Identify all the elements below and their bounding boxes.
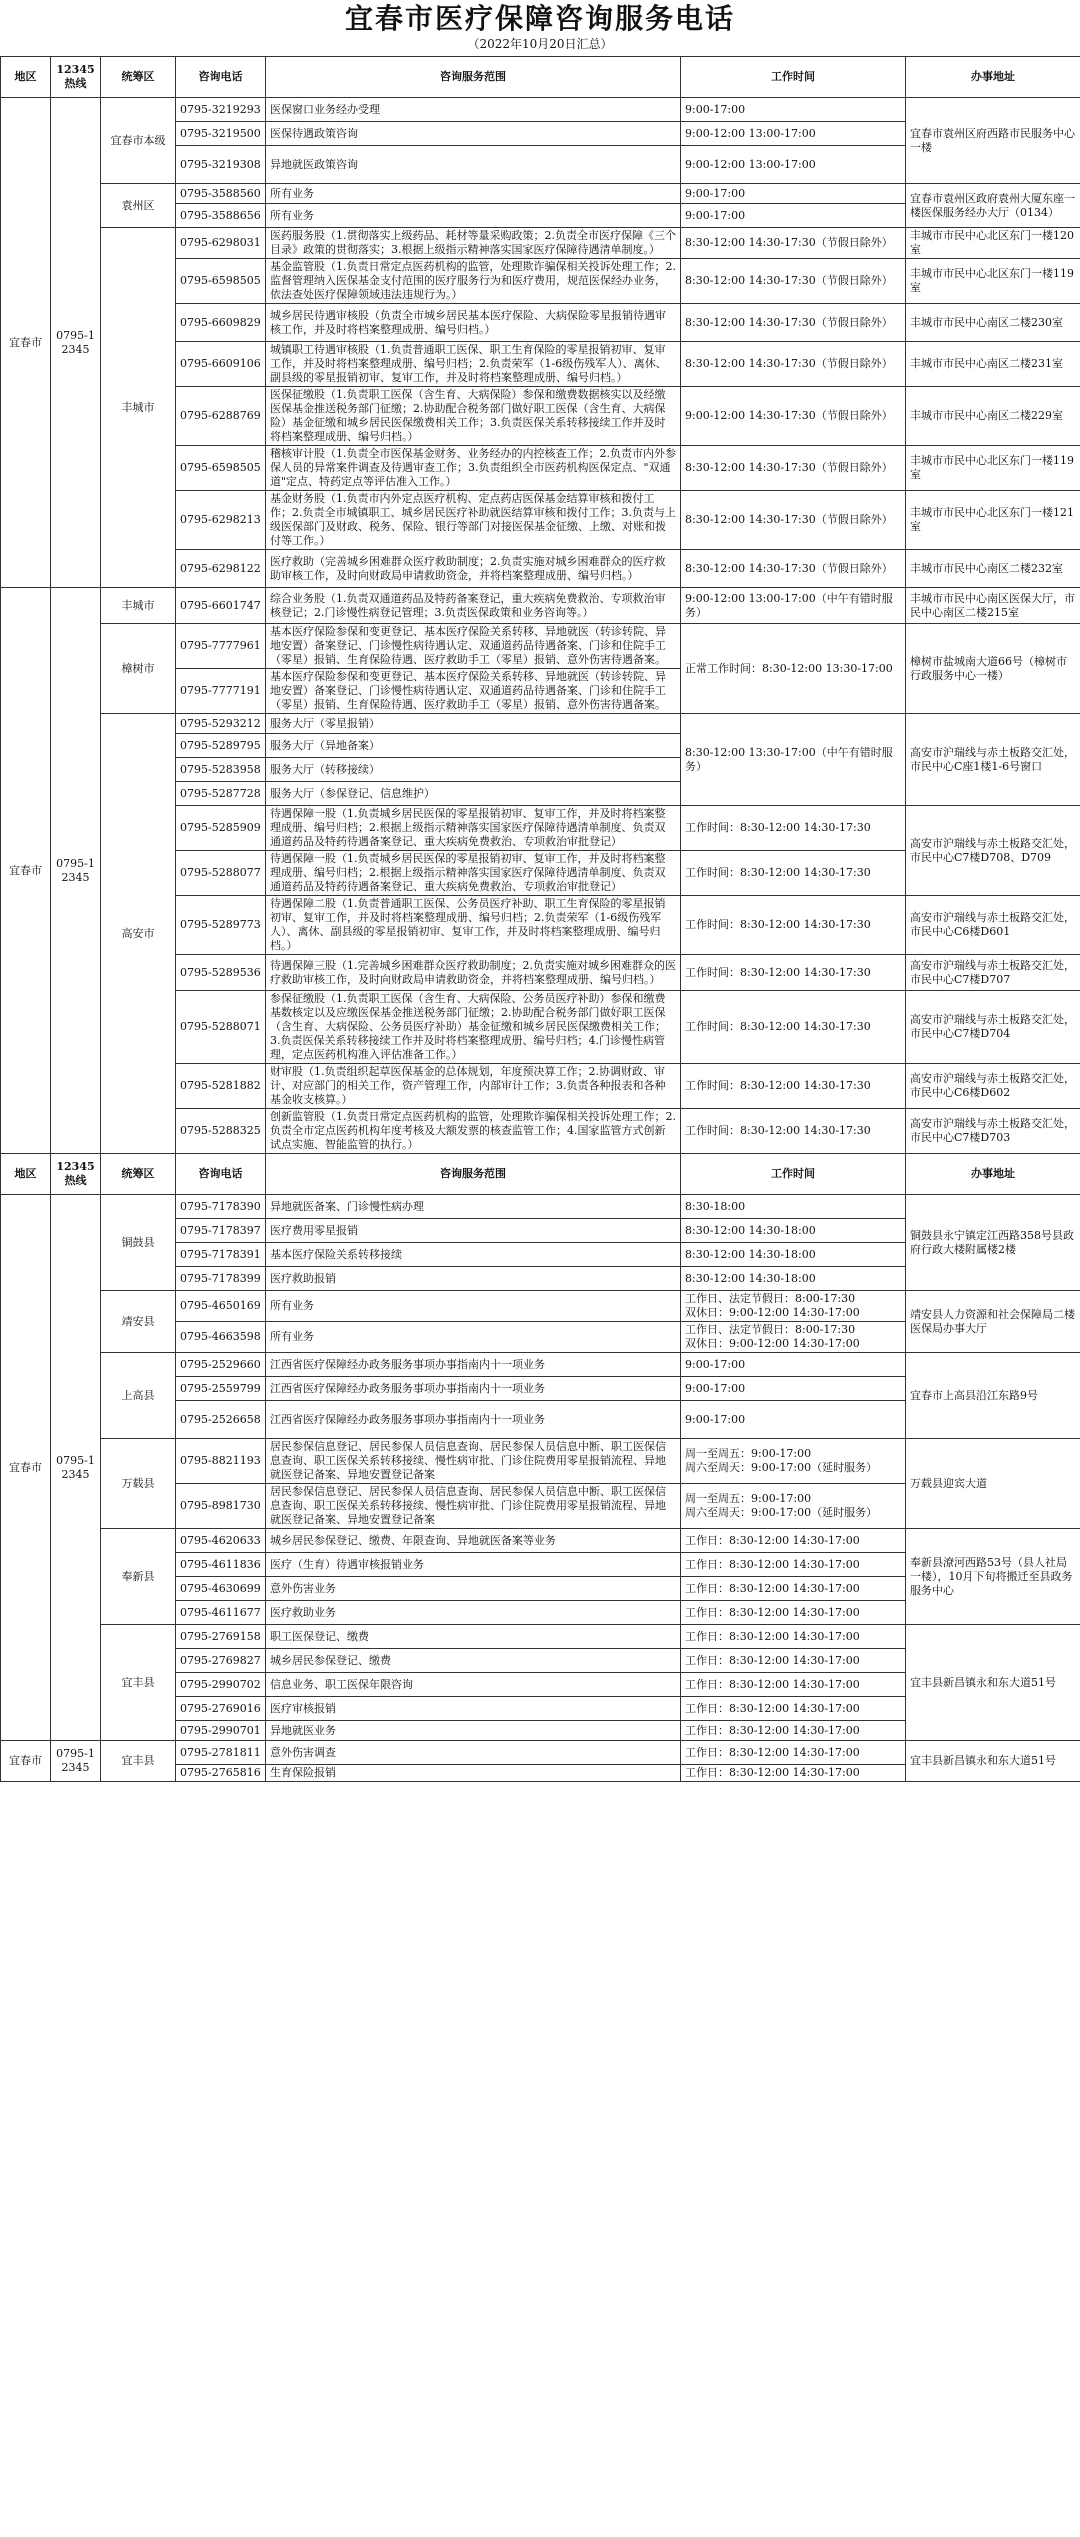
table-row [1,228,1080,259]
hours-cell: 工作日：8:30-12:00 14:30-17:00 [681,1721,906,1741]
scope-cell: 异地就医业务 [266,1721,681,1741]
hours-cell: 工作时间：8:30-12:00 14:30-17:30 [681,1109,906,1154]
phone-cell: 0795-5288077 [176,851,266,896]
hours-cell: 9:00-17:00 [681,1401,906,1439]
hours-cell: 工作日：8:30-12:00 14:30-17:00 [681,1529,906,1553]
district-cell: 樟树市 [101,624,176,714]
address-cell: 丰城市市民中心北区东门一楼119室 [906,259,1080,304]
phone-cell: 0795-7178390 [176,1195,266,1219]
phone-cell: 0795-2526658 [176,1401,266,1439]
scope-cell: 服务大厅（参保登记、信息维护） [266,782,681,806]
scope-cell: 稽核审计股（1.负责全市医保基金财务、业务经办的内控核查工作；2.负责市内外参保人员的异常案件调查及待遇审查工作；3.负责组织全市医药机构医保定点、"双通道"定点、特药定点等评估准入工作。） [266,446,681,491]
phone-cell: 0795-6609106 [176,342,266,387]
table-row [1,1291,1080,1322]
document-header [0,0,1080,56]
hours-cell: 8:30-18:00 [681,1195,906,1219]
phone-cell: 0795-6288769 [176,387,266,446]
scope-cell: 异地就医政策咨询 [266,146,681,184]
column-header: 地区 [1,1154,51,1195]
hours-cell: 工作日：8:30-12:00 14:30-17:00 [681,1625,906,1649]
address-cell: 丰城市市民中心北区东门一楼121室 [906,491,1080,550]
phone-cell: 0795-5293212 [176,714,266,734]
table-row [1,1195,1080,1219]
column-header: 统筹区 [101,1154,176,1195]
table-row [1,184,1080,204]
phone-cell: 0795-4650169 [176,1291,266,1322]
scope-cell: 信息业务、职工医保年限咨询 [266,1673,681,1697]
hotline-cell: 0795-12345 [51,588,101,1154]
scope-cell: 基金财务股（1.负责市内外定点医疗机构、定点药店医保基金结算审核和拨付工作；2.负责全市城镇职工、城乡居民医疗补助就医结算审核和拨付工作；3.负责与上级医保部门及财政、税务、保险、银行等部门对接医保基金征缴、上缴、对账和拨付等工作。） [266,491,681,550]
district-cell: 宜丰县 [101,1741,176,1782]
column-header: 12345热线 [51,57,101,98]
hours-cell: 9:00-12:00 14:30-17:30（节假日除外） [681,387,906,446]
address-cell: 高安市沪瑞线与赤土板路交汇处，市民中心C座1楼1-6号窗口 [906,714,1080,806]
table-row [1,1625,1080,1649]
phone-cell: 0795-5288325 [176,1109,266,1154]
scope-cell: 医保待遇政策咨询 [266,122,681,146]
column-header: 工作时间 [681,1154,906,1195]
scope-cell: 服务大厅（转移接续） [266,758,681,782]
scope-cell: 医疗救助（完善城乡困难群众医疗救助制度；2.负责实施对城乡困难群众的医疗救助审核工作，及时向财政局申请救助资金，并将档案整理成册、编号归档。） [266,550,681,588]
hours-cell: 工作日、法定节假日：8:00-17:30 双休日：9:00-12:00 14:30-17:00 [681,1322,906,1353]
hours-cell: 8:30-12:00 13:30-17:00（中午有错时服务） [681,714,906,806]
address-cell: 宜丰县新昌镇永和东大道51号 [906,1741,1080,1782]
hours-cell: 工作日：8:30-12:00 14:30-17:00 [681,1601,906,1625]
scope-cell: 异地就医备案、门诊慢性病办理 [266,1195,681,1219]
phone-cell: 0795-6598505 [176,446,266,491]
scope-cell: 基本医疗保险参保和变更登记、基本医疗保险关系转移、异地就医（转诊转院、异地安置）备案登记、门诊慢性病待遇认定、双通道药品待遇备案、门诊和住院手工（零星）报销、生育保险待遇、医疗救助手工（零星）报销、意外伤害待遇备案。 [266,624,681,669]
address-cell: 铜鼓县永宁镇定江西路358号县政府行政大楼附属楼2楼 [906,1195,1080,1291]
scope-cell: 待遇保障二股（1.负责普通职工医保、公务员医疗补助、职工生育保险的零星报销初审、复审工作，并及时将档案整理成册、编号归档；2.负责荣军（1-6级伤残军人）、离休、副县级的零星报销初审、复审工作，并及时将档案整理成册、编号归档。） [266,896,681,955]
phone-cell: 0795-3588656 [176,204,266,228]
hours-cell: 工作时间：8:30-12:00 14:30-17:30 [681,896,906,955]
column-header: 办事地址 [906,57,1080,98]
scope-cell: 待遇保障一股（1.负责城乡居民医保的零星报销初审、复审工作，并及时将档案整理成册、编号归档；2.根据上级指示精神落实国家医疗保障待遇清单制度、负责双通道药品及特药待遇备案登记、重大疾病免费救治、专项救治审批登记） [266,851,681,896]
scope-cell: 所有业务 [266,1322,681,1353]
hours-cell: 工作日、法定节假日：8:00-17:30 双休日：9:00-12:00 14:30-17:00 [681,1291,906,1322]
hours-cell: 8:30-12:00 14:30-17:30（节假日除外） [681,446,906,491]
address-cell: 丰城市市民中心北区东门一楼119室 [906,446,1080,491]
scope-cell: 待遇保障一股（1.负责城乡居民医保的零星报销初审、复审工作，并及时将档案整理成册、编号归档；2.根据上级指示精神落实国家医疗保障待遇清单制度、负责双通道药品及特药待遇备案登记、重大疾病免费救治、专项救治审批登记） [266,806,681,851]
hours-cell: 9:00-12:00 13:00-17:00（中午有错时服务） [681,588,906,624]
address-cell: 高安市沪瑞线与赤土板路交汇处，市民中心C7楼D708、D709 [906,806,1080,896]
scope-cell: 医疗（生育）待遇审核报销业务 [266,1553,681,1577]
address-cell: 奉新县潦河西路53号（县人社局一楼），10月下旬将搬迁至县政务服务中心 [906,1529,1080,1625]
scope-cell: 医疗费用零星报销 [266,1219,681,1243]
table-row [1,714,1080,734]
hours-cell: 工作日：8:30-12:00 14:30-17:00 [681,1765,906,1782]
phone-cell: 0795-6298031 [176,228,266,259]
scope-cell: 财审股（1.负责组织起草医保基金的总体规划，年度预决算工作；2.协调财政、审计、对应部门的相关工作，资产管理工作，内部审计工作；3.负责各种报表和各种基金收支核算。） [266,1064,681,1109]
address-cell: 万载县迎宾大道 [906,1439,1080,1529]
hours-cell: 8:30-12:00 14:30-18:00 [681,1219,906,1243]
hours-cell: 工作日：8:30-12:00 14:30-17:00 [681,1649,906,1673]
address-cell: 高安市沪瑞线与赤土板路交汇处，市民中心C6楼D601 [906,896,1080,955]
hours-cell: 工作时间：8:30-12:00 14:30-17:30 [681,1064,906,1109]
hours-cell: 周一至周五：9:00-17:00 周六至周天：9:00-17:00（延时服务） [681,1439,906,1484]
scope-cell: 所有业务 [266,184,681,204]
column-header: 咨询电话 [176,57,266,98]
phone-cell: 0795-6601747 [176,588,266,624]
document-subtitle: （2022年10月20日汇总） [467,37,613,51]
column-header: 12345热线 [51,1154,101,1195]
table-row [1,1439,1080,1484]
address-cell: 丰城市市民中心北区东门一楼120室 [906,228,1080,259]
district-cell: 铜鼓县 [101,1195,176,1291]
scope-cell: 意外伤害调查 [266,1741,681,1765]
hours-cell: 工作时间：8:30-12:00 14:30-17:30 [681,955,906,991]
address-cell: 丰城市市民中心南区二楼231室 [906,342,1080,387]
hotline-cell: 0795-12345 [51,1195,101,1741]
phone-cell: 0795-8981730 [176,1484,266,1529]
scope-cell: 创新监管股（1.负责日常定点医药机构的监管，处理欺诈骗保相关投诉处理工作；2.负责全市定点医药机构年度考核及大额发票的核查监管工作；4.国家监管方式创新试点实施、智能监管的执行。） [266,1109,681,1154]
hours-cell: 8:30-12:00 14:30-17:30（节假日除外） [681,228,906,259]
address-cell: 丰城市市民中心南区二楼230室 [906,304,1080,342]
phone-cell: 0795-2769827 [176,1649,266,1673]
phone-cell: 0795-2990702 [176,1673,266,1697]
hours-cell: 工作时间：8:30-12:00 14:30-17:30 [681,851,906,896]
hours-cell: 工作时间：8:30-12:00 14:30-17:30 [681,806,906,851]
hours-cell: 工作日：8:30-12:00 14:30-17:00 [681,1741,906,1765]
hours-cell: 工作日：8:30-12:00 14:30-17:00 [681,1577,906,1601]
address-cell: 樟树市盐城南大道66号（樟树市行政服务中心一楼） [906,624,1080,714]
phone-cell: 0795-3219293 [176,98,266,122]
address-cell: 宜春市袁州区府西路市民服务中心一楼 [906,98,1080,184]
contact-table [0,56,1080,1782]
phone-cell: 0795-2769158 [176,1625,266,1649]
district-cell: 宜春市本级 [101,98,176,184]
region-cell: 宜春市 [1,588,51,1154]
address-cell: 宜春市袁州区政府袁州大厦东座一楼医保服务经办大厅（0134） [906,184,1080,228]
address-cell: 丰城市市民中心南区医保大厅，市民中心南区二楼215室 [906,588,1080,624]
address-cell: 靖安县人力资源和社会保障局二楼医保局办事大厅 [906,1291,1080,1353]
phone-cell: 0795-3219308 [176,146,266,184]
scope-cell: 江西省医疗保障经办政务服务事项办事指南内十一项业务 [266,1401,681,1439]
hours-cell: 正常工作时间：8:30-12:00 13:30-17:00 [681,624,906,714]
phone-cell: 0795-2769016 [176,1697,266,1721]
hours-cell: 8:30-12:00 14:30-18:00 [681,1243,906,1267]
address-cell: 高安市沪瑞线与赤土板路交汇处，市民中心C7楼D707 [906,955,1080,991]
phone-cell: 0795-6598505 [176,259,266,304]
phone-cell: 0795-7777191 [176,669,266,714]
district-cell: 上高县 [101,1353,176,1439]
phone-cell: 0795-2559799 [176,1377,266,1401]
scope-cell: 城乡居民参保登记、缴费 [266,1649,681,1673]
address-cell: 丰城市市民中心南区二楼229室 [906,387,1080,446]
document-title: 宜春市医疗保障咨询服务电话 [344,2,735,35]
hotline-cell: 0795-12345 [51,98,101,588]
address-cell: 丰城市市民中心南区二楼232室 [906,550,1080,588]
column-header: 咨询服务范围 [266,57,681,98]
scope-cell: 生育保险报销 [266,1765,681,1782]
hours-cell: 9:00-17:00 [681,1377,906,1401]
district-cell: 宜丰县 [101,1625,176,1741]
district-cell: 袁州区 [101,184,176,228]
scope-cell: 江西省医疗保障经办政务服务事项办事指南内十一项业务 [266,1377,681,1401]
phone-cell: 0795-7178399 [176,1267,266,1291]
scope-cell: 城乡居民参保登记、缴费、年限查询、异地就医备案等业务 [266,1529,681,1553]
hours-cell: 9:00-17:00 [681,204,906,228]
scope-cell: 基本医疗保险参保和变更登记、基本医疗保险关系转移、异地就医（转诊转院、异地安置）备案登记、门诊慢性病待遇认定、双通道药品待遇备案、门诊和住院手工（零星）报销、生育保险待遇、医疗救助手工（零星）报销、意外伤害待遇备案。 [266,669,681,714]
scope-cell: 医药服务股（1.贯彻落实上级药品、耗材等量采购政策；2.负责全市医疗保障《三个目录》政策的贯彻落实；3.根据上级指示精神落实国家医疗保障待遇清单制度。） [266,228,681,259]
phone-cell: 0795-6298213 [176,491,266,550]
phone-cell: 0795-5287728 [176,782,266,806]
scope-cell: 所有业务 [266,204,681,228]
phone-cell: 0795-4630699 [176,1577,266,1601]
district-cell: 高安市 [101,714,176,1154]
column-header: 咨询服务范围 [266,1154,681,1195]
contact-table-body [1,57,1080,1782]
phone-cell: 0795-2529660 [176,1353,266,1377]
phone-cell: 0795-4611836 [176,1553,266,1577]
phone-cell: 0795-5285909 [176,806,266,851]
phone-cell: 0795-8821193 [176,1439,266,1484]
hours-cell: 8:30-12:00 14:30-17:30（节假日除外） [681,342,906,387]
scope-cell: 医疗救助报销 [266,1267,681,1291]
scope-cell: 意外伤害业务 [266,1577,681,1601]
phone-cell: 0795-5289795 [176,734,266,758]
hours-cell: 8:30-12:00 14:30-17:30（节假日除外） [681,491,906,550]
region-cell: 宜春市 [1,1195,51,1741]
scope-cell: 职工医保登记、缴费 [266,1625,681,1649]
scope-cell: 医疗审核报销 [266,1697,681,1721]
district-cell: 万载县 [101,1439,176,1529]
table-row [1,98,1080,122]
scope-cell: 服务大厅（零星报销） [266,714,681,734]
hours-cell: 周一至周五：9:00-17:00 周六至周天：9:00-17:00（延时服务） [681,1484,906,1529]
phone-cell: 0795-7178391 [176,1243,266,1267]
scope-cell: 居民参保信息登记、居民参保人员信息查询、居民参保人员信息中断、职工医保信息查询、职工医保关系转移接续、慢性病审批、门诊住院费用零星报销流程、异地就医登记备案、异地安置登记备案 [266,1439,681,1484]
hours-cell: 8:30-12:00 14:30-17:30（节假日除外） [681,304,906,342]
phone-cell: 0795-2990701 [176,1721,266,1741]
phone-cell: 0795-5281882 [176,1064,266,1109]
hotline-cell: 0795-12345 [51,1741,101,1782]
phone-cell: 0795-6609829 [176,304,266,342]
table-header-row [1,1154,1080,1195]
scope-cell: 服务大厅（异地备案） [266,734,681,758]
phone-cell: 0795-3588560 [176,184,266,204]
hours-cell: 8:30-12:00 14:30-17:30（节假日除外） [681,259,906,304]
phone-cell: 0795-3219500 [176,122,266,146]
scope-cell: 基金监管股（1.负责日常定点医药机构的监管，处理欺诈骗保相关投诉处理工作；2.监督管理纳入医保基金支付范围的医疗服务行为和医疗费用，规范医保经办业务，依法查处医疗保障领域违法违规行为。） [266,259,681,304]
address-cell: 高安市沪瑞线与赤土板路交汇处，市民中心C6楼D602 [906,1064,1080,1109]
scope-cell: 参保征缴股（1.负责职工医保（含生育、大病保险、公务员医疗补助）参保和缴费基数核定以及应缴医保基金推送税务部门征缴；2.协助配合税务部门做好职工医保（含生育、大病保险、公务员医疗补助）基金征缴和城乡居民医保缴费相关工作；3.负责医保关系转移接续工作并及时将档案整理成册、编号归档；4.门诊慢性病管理，定点医药机构准入评估准备工作。） [266,991,681,1064]
address-cell: 高安市沪瑞线与赤土板路交汇处，市民中心C7楼D703 [906,1109,1080,1154]
phone-cell: 0795-4620633 [176,1529,266,1553]
region-cell: 宜春市 [1,98,51,588]
hours-cell: 8:30-12:00 14:30-18:00 [681,1267,906,1291]
scope-cell: 医保窗口业务经办受理 [266,98,681,122]
column-header: 咨询电话 [176,1154,266,1195]
scope-cell: 医疗救助业务 [266,1601,681,1625]
column-header: 统筹区 [101,57,176,98]
region-cell: 宜春市 [1,1741,51,1782]
hours-cell: 工作日：8:30-12:00 14:30-17:00 [681,1673,906,1697]
scope-cell: 综合业务股（1.负责双通道药品及特药备案登记，重大疾病免费救治、专项救治审核登记；2.门诊慢性病登记管理；3.负责医保政策和业务咨询等。） [266,588,681,624]
phone-cell: 0795-7777961 [176,624,266,669]
column-header: 办事地址 [906,1154,1080,1195]
phone-cell: 0795-6298122 [176,550,266,588]
phone-cell: 0795-5289773 [176,896,266,955]
address-cell: 高安市沪瑞线与赤土板路交汇处，市民中心C7楼D704 [906,991,1080,1064]
district-cell: 丰城市 [101,228,176,588]
scope-cell: 所有业务 [266,1291,681,1322]
phone-cell: 0795-5283958 [176,758,266,782]
district-cell: 丰城市 [101,588,176,624]
column-header: 工作时间 [681,57,906,98]
phone-cell: 0795-5289536 [176,955,266,991]
table-row [1,624,1080,669]
scope-cell: 医保征缴股（1.负责职工医保（含生育、大病保险）参保和缴费数据核实以及经缴医保基金推送税务部门征缴；2.协助配合税务部门做好职工医保（含生育、大病保险）基金征缴和城乡居民医保缴费相关工作；3.负责医保关系转移接续工作并及时将档案整理成册、编号归档。） [266,387,681,446]
phone-cell: 0795-2781811 [176,1741,266,1765]
hours-cell: 9:00-17:00 [681,184,906,204]
hours-cell: 9:00-17:00 [681,98,906,122]
phone-cell: 0795-2765816 [176,1765,266,1782]
table-row [1,1741,1080,1765]
hours-cell: 工作日：8:30-12:00 14:30-17:00 [681,1697,906,1721]
phone-cell: 0795-7178397 [176,1219,266,1243]
scope-cell: 居民参保信息登记、居民参保人员信息查询、居民参保人员信息中断、职工医保信息查询、职工医保关系转移接续、慢性病审批、门诊住院费用零星报销流程、异地就医登记备案、异地安置登记备案 [266,1484,681,1529]
scope-cell: 城乡居民待遇审核股（负责全市城乡居民基本医疗保险、大病保险零星报销待遇审核工作，并及时将档案整理成册、编号归档。） [266,304,681,342]
scope-cell: 城镇职工待遇审核股（1.负责普通职工医保、职工生育保险的零星报销初审、复审工作，并及时将档案整理成册、编号归档；2.负责荣军（1-6级伤残军人）、离休、副县级的零星报销初审、复审工作，并及时将档案整理成册、编号归档。） [266,342,681,387]
district-cell: 奉新县 [101,1529,176,1625]
hours-cell: 9:00-12:00 13:00-17:00 [681,146,906,184]
district-cell: 靖安县 [101,1291,176,1353]
scope-cell: 待遇保障三股（1.完善城乡困难群众医疗救助制度；2.负责实施对城乡困难群众的医疗救助审核工作，及时向财政局申请救助资金，并将档案整理成册、编号归档。） [266,955,681,991]
scope-cell: 江西省医疗保障经办政务服务事项办事指南内十一项业务 [266,1353,681,1377]
hours-cell: 9:00-17:00 [681,1353,906,1377]
scope-cell: 基本医疗保险关系转移接续 [266,1243,681,1267]
table-row [1,1529,1080,1553]
hours-cell: 8:30-12:00 14:30-17:30（节假日除外） [681,550,906,588]
address-cell: 宜春市上高县沿江东路9号 [906,1353,1080,1439]
hours-cell: 9:00-12:00 13:00-17:00 [681,122,906,146]
hours-cell: 工作时间：8:30-12:00 14:30-17:30 [681,991,906,1064]
address-cell: 宜丰县新昌镇永和东大道51号 [906,1625,1080,1741]
hours-cell: 工作日：8:30-12:00 14:30-17:00 [681,1553,906,1577]
table-row [1,588,1080,624]
phone-cell: 0795-4611677 [176,1601,266,1625]
phone-cell: 0795-5288071 [176,991,266,1064]
column-header: 地区 [1,57,51,98]
table-header-row [1,57,1080,98]
table-row [1,1353,1080,1377]
phone-cell: 0795-4663598 [176,1322,266,1353]
